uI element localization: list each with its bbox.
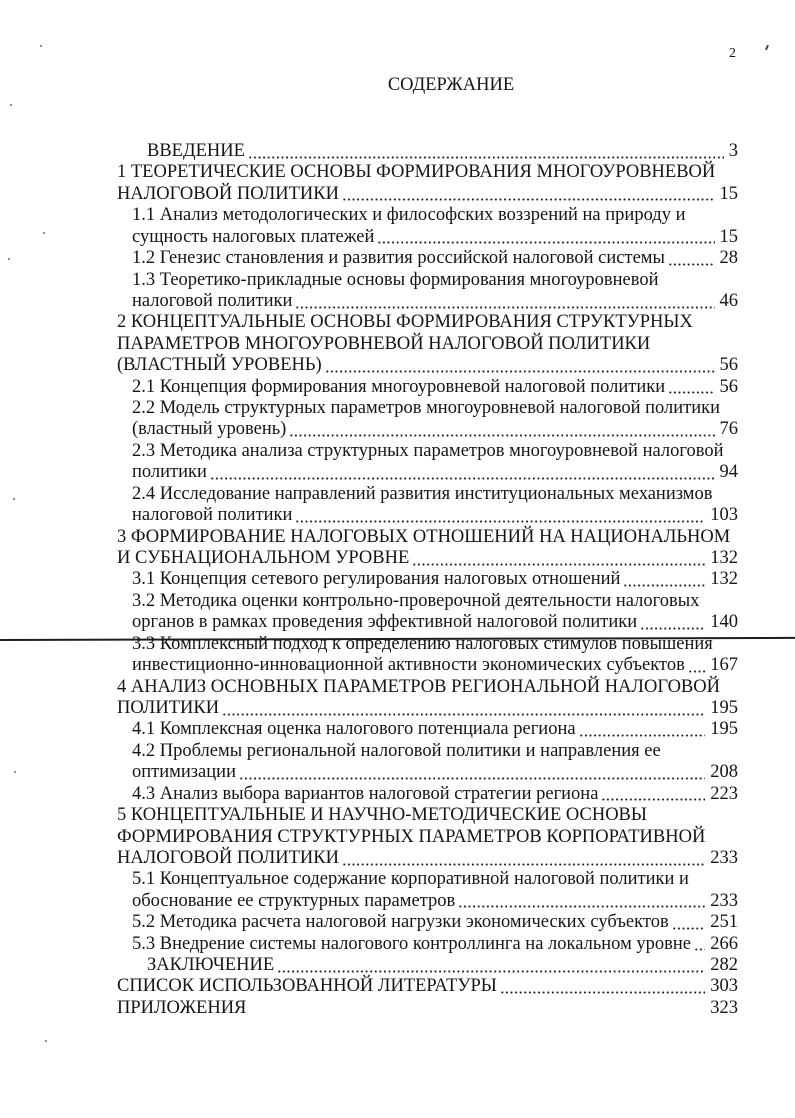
toc-entry-title: налоговой политики (132, 290, 293, 311)
toc-line (132, 270, 738, 291)
toc-entry-chapter-2 (117, 312, 738, 376)
dot-leader (688, 655, 705, 676)
toc-page-number: 15 (719, 226, 738, 247)
toc-entry-title: инвестиционно-инновационной активности экономических субъектов (132, 655, 685, 676)
scan-speck (43, 232, 45, 234)
dot-leader (668, 377, 714, 398)
toc-line (117, 976, 738, 997)
toc-page-number: 132 (710, 548, 738, 569)
toc-entry-title: политики (132, 462, 207, 483)
dot-leader (342, 184, 715, 205)
page-number: 2 (729, 46, 736, 61)
toc-entry-title: 2.1 Концепция формирования многоуровневой налоговой политики (132, 376, 666, 397)
toc-page-number: 303 (710, 976, 738, 997)
toc-line (132, 762, 738, 783)
toc-entry-title: 2.4 Исследование направлений развития институциональных механизмов (132, 483, 713, 504)
dot-leader (623, 569, 705, 590)
toc-line (132, 227, 738, 248)
dot-leader (694, 934, 705, 955)
toc-page-number: 3 (728, 141, 738, 161)
toc-entry-title: оптимизации (132, 762, 236, 783)
toc-entry-title: 2.3 Методика анализа структурных параметров многоуровневой налоговой (132, 440, 724, 461)
toc-line (132, 291, 738, 312)
toc-line (117, 998, 738, 1019)
toc-page-number: 15 (719, 183, 738, 204)
scan-speck (40, 45, 42, 47)
toc-page-number: 46 (719, 290, 738, 311)
toc-entry-title: ЗАКЛЮЧЕНИЕ (147, 955, 275, 976)
toc-line (147, 141, 738, 162)
toc-entry-chapter-5 (117, 805, 738, 869)
toc-page-number: 208 (710, 762, 738, 783)
dot-leader (668, 248, 715, 269)
toc-entry-section-2-3 (117, 441, 738, 484)
toc-page-number: 140 (710, 612, 738, 633)
toc-entry-title: СПИСОК ИСПОЛЬЗОВАННОЙ ЛИТЕРАТУРЫ (117, 976, 497, 997)
toc-entry-title: 5.1 Концептуальное содержание корпоративной налоговой политики и (132, 869, 689, 890)
toc-page-number: 266 (710, 933, 738, 954)
toc-page-number: 103 (710, 505, 738, 526)
toc-entry-title: 3.1 Концепция сетевого регулирования налоговых отношений (132, 569, 621, 590)
toc-entry-section-4-3 (117, 784, 738, 805)
toc-entry-section-1-1 (117, 205, 738, 248)
toc-line (117, 184, 738, 205)
toc-page-number: 94 (719, 462, 738, 483)
toc-entry-section-3-1 (117, 569, 738, 590)
scan-speck (13, 498, 15, 500)
toc-line (117, 698, 738, 719)
toc-entry-title: 5.3 Внедрение системы налогового контроллинга на локальном уровне (132, 933, 691, 954)
toc-page-number: 223 (710, 783, 738, 804)
toc-entry-title: 1 ТЕОРЕТИЧЕСКИЕ ОСНОВЫ ФОРМИРОВАНИЯ МНОГОУРОВНЕВОЙ (117, 162, 716, 183)
toc-page-number: 233 (710, 847, 738, 868)
toc-entry-title: 2 КОНЦЕПТУАЛЬНЫЕ ОСНОВЫ ФОРМИРОВАНИЯ СТРУКТУРНЫХ (117, 312, 693, 333)
toc-entry-chapter-1 (117, 162, 738, 205)
toc-entry-section-1-3 (117, 270, 738, 313)
dot-leader (289, 419, 714, 440)
toc-page-number: 282 (710, 955, 738, 976)
scan-speck (8, 258, 10, 260)
toc-line (117, 527, 738, 548)
toc-line (132, 655, 738, 676)
toc-entry-title: ФОРМИРОВАНИЯ СТРУКТУРНЫХ ПАРАМЕТРОВ КОРПОРАТИВНОЙ (117, 826, 706, 847)
toc-entry-title: 4.1 Комплексная оценка налогового потенциала региона (132, 719, 576, 740)
toc-page-number: 56 (719, 376, 738, 397)
toc-entry-chapter-3 (117, 527, 738, 570)
toc-entry-title: НАЛОГОВОЙ ПОЛИТИКИ (117, 183, 339, 204)
toc-entry-title: ПАРАМЕТРОВ МНОГОУРОВНЕВОЙ НАЛОГОВОЙ ПОЛИТИКИ (117, 333, 651, 354)
toc-entry-title: 1.3 Теоретико-прикладные основы формирования многоуровневой (132, 269, 659, 290)
toc-line (117, 677, 738, 698)
toc-entry-appendices (117, 998, 738, 1019)
toc-line (132, 569, 738, 590)
toc-line (132, 891, 738, 912)
toc-entry-title: И СУБНАЦИОНАЛЬНОМ УРОВНЕ (117, 548, 410, 569)
toc-entry-section-2-2 (117, 398, 738, 441)
dot-leader (342, 848, 705, 869)
toc-entry-section-5-3 (117, 934, 738, 955)
toc-page-number: 76 (719, 419, 738, 440)
toc-line (132, 869, 738, 890)
dot-leader (210, 462, 715, 483)
dot-leader (377, 227, 714, 248)
dot-leader (277, 955, 705, 976)
toc-entry-title: 1.2 Генезис становления и развития российской налоговой системы (132, 248, 665, 269)
toc-entry-title: 2.2 Модель структурных параметров многоуровневой налоговой политики (132, 398, 721, 419)
dot-leader (295, 291, 714, 312)
toc-line (117, 162, 738, 183)
toc-entry-section-3-2 (117, 591, 738, 634)
dot-leader (672, 912, 706, 933)
toc-page-number: 167 (710, 655, 738, 676)
toc-entry-section-2-1 (117, 377, 738, 398)
toc-line (117, 805, 738, 826)
toc-line (132, 912, 738, 933)
toc-line (132, 591, 738, 612)
toc-entry-chapter-4 (117, 677, 738, 720)
toc-line (132, 719, 738, 740)
toc-entry-title: (ВЛАСТНЫЙ УРОВЕНЬ) (117, 355, 322, 376)
dot-leader (601, 784, 705, 805)
toc-line (147, 955, 738, 976)
toc-entry-title: 4.2 Проблемы региональной налоговой политики и направления ее (132, 740, 661, 761)
toc-entry-title: 3.2 Методика оценки контрольно-проверочной деятельности налоговых (132, 590, 700, 611)
toc-line (132, 505, 738, 526)
toc-entry-title: 4.3 Анализ выбора вариантов налоговой стратегии региона (132, 783, 599, 804)
toc-entry-title: 5.2 Методика расчета налоговой нагрузки экономических субъектов (132, 912, 669, 933)
toc-page-number: 195 (710, 697, 738, 718)
toc-entry-section-1-2 (117, 248, 738, 269)
dot-leader (640, 612, 705, 633)
toc-line (132, 441, 738, 462)
toc-page-number: 195 (710, 719, 738, 740)
toc-line (132, 205, 738, 226)
toc-entry-title: 5 КОНЦЕПТУАЛЬНЫЕ И НАУЧНО-МЕТОДИЧЕСКИЕ ОСНОВЫ (117, 805, 648, 826)
toc-entry-section-2-4 (117, 484, 738, 527)
toc-entry-conclusion (117, 955, 738, 976)
dot-leader (295, 505, 705, 526)
toc-page-number: 28 (719, 248, 738, 269)
toc-entry-title: ВВЕДЕНИЕ (147, 141, 245, 161)
toc-line (132, 784, 738, 805)
scan-speck (10, 104, 12, 106)
toc-line (132, 634, 738, 655)
toc-entry-section-5-2 (117, 912, 738, 933)
toc-line (117, 355, 738, 376)
toc-entry-title: ПРИЛОЖЕНИЯ (117, 997, 247, 1018)
toc-entry-section-5-1 (117, 869, 738, 912)
toc-line (132, 934, 738, 955)
toc-line (117, 827, 738, 848)
toc-line (132, 419, 738, 440)
page-title: СОДЕРЖАНИЕ (387, 75, 515, 95)
toc-page-number: 132 (710, 569, 738, 590)
toc-entry-title: 3 ФОРМИРОВАНИЕ НАЛОГОВЫХ ОТНОШЕНИЙ НА НАЦИОНАЛЬНОМ (117, 526, 731, 547)
toc-line (132, 462, 738, 483)
dot-leader (222, 698, 705, 719)
toc-entry-title: налоговой политики (132, 505, 293, 526)
toc-line (132, 248, 738, 269)
toc-entry-title: 3.3 Комплексный подход к определению налоговых стимулов повышения (132, 633, 713, 654)
dot-leader (248, 141, 724, 162)
dot-leader (325, 355, 715, 376)
toc-line (132, 612, 738, 633)
toc-line (132, 484, 738, 505)
toc-entry-title: ПОЛИТИКИ (117, 697, 220, 718)
dot-leader (239, 762, 705, 783)
toc-line (132, 398, 738, 419)
toc-line (132, 377, 738, 398)
dot-leader (412, 548, 705, 569)
toc-entry-title: сущность налоговых платежей (132, 226, 375, 247)
toc-entry-title: 1.1 Анализ методологических и философских воззрений на природу и (132, 205, 686, 226)
scan-speck (14, 771, 16, 773)
toc-line (117, 334, 738, 355)
scan-speck (45, 1040, 47, 1042)
toc-entry-title: органов в рамках проведения эффективной налоговой политики (132, 612, 638, 633)
toc-page-number: 251 (710, 912, 738, 933)
dot-leader (500, 976, 705, 997)
toc-entry-section-4-2 (117, 741, 738, 784)
dot-leader (458, 891, 705, 912)
blank-leader (249, 998, 705, 1019)
scan-mark (765, 45, 769, 50)
toc-line (132, 741, 738, 762)
toc-entry-title: обоснование ее структурных параметров (132, 890, 456, 911)
toc-entry-section-4-1 (117, 719, 738, 740)
toc-page-number: 233 (710, 890, 738, 911)
toc-entry-section-3-3 (117, 634, 738, 677)
toc-entry-references (117, 976, 738, 997)
toc-line (117, 848, 738, 869)
dot-leader (579, 719, 706, 740)
toc-page-number: 323 (710, 997, 738, 1018)
toc-entry-title: НАЛОГОВОЙ ПОЛИТИКИ (117, 847, 339, 868)
toc-entry-title: (властный уровень) (132, 419, 287, 440)
table-of-contents (117, 141, 738, 1019)
toc-entry-introduction (117, 141, 738, 162)
toc-line (117, 548, 738, 569)
toc-entry-title: 4 АНАЛИЗ ОСНОВНЫХ ПАРАМЕТРОВ РЕГИОНАЛЬНОЙ НАЛОГОВОЙ (117, 676, 720, 697)
toc-page-number: 56 (719, 355, 738, 376)
toc-line (117, 312, 738, 333)
